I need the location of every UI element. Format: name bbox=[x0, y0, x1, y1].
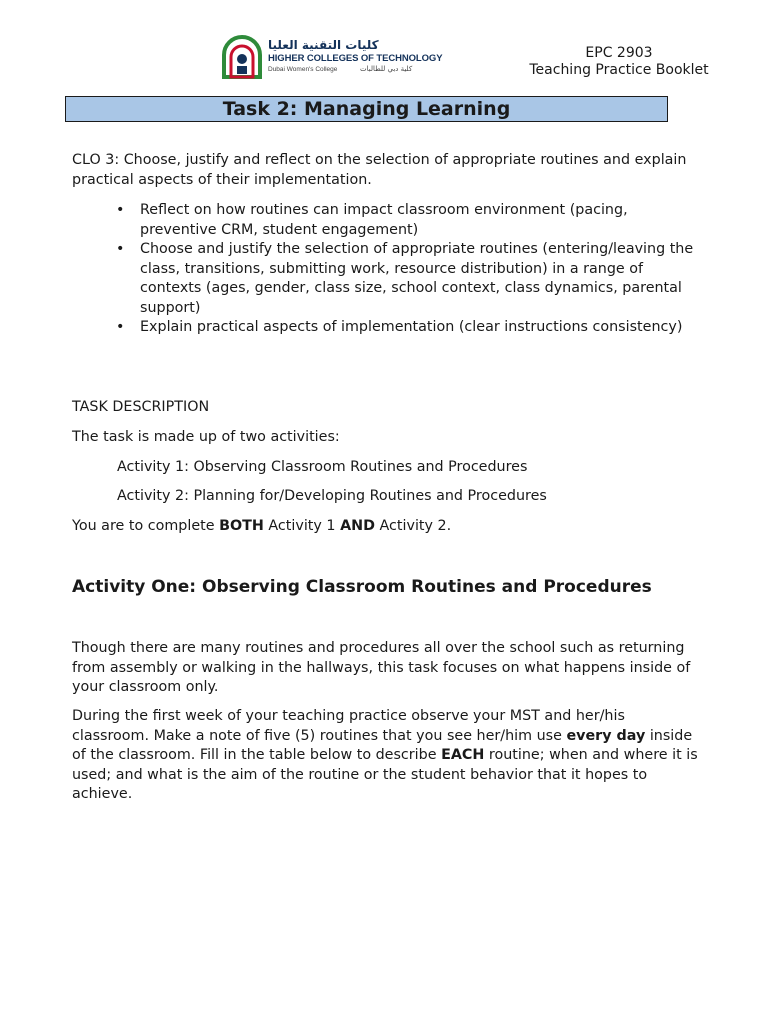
clo-statement: CLO 3: Choose, justify and reflect on the selection of appropriate routines and explain practical aspects of their implementation. bbox=[72, 152, 687, 188]
course-title: Teaching Practice Booklet bbox=[529, 62, 709, 78]
emphasis-every-day: every day bbox=[566, 727, 646, 744]
course-code: EPC 2903 bbox=[585, 45, 653, 61]
completion-instruction bbox=[72, 517, 451, 537]
task-intro: The task is made up of two activities: bbox=[72, 429, 340, 445]
logo-arabic-text: كليات التقنية العليا bbox=[268, 38, 379, 52]
course-info bbox=[520, 45, 718, 79]
list-item: • Choose and justify the selection of appropriate routines (entering/leaving the class, transitions, submitting work, resource distribution) in a range of contexts (ages, gender, class size, school context, class dynamics, parental support) bbox=[72, 240, 702, 318]
emphasis-and: AND bbox=[340, 518, 375, 534]
emphasis-each: EACH bbox=[441, 747, 485, 763]
activity-2-line: Activity 2: Planning for/Developing Routines and Procedures bbox=[117, 488, 547, 504]
activity-1-line: Activity 1: Observing Classroom Routines and Procedures bbox=[117, 459, 528, 475]
list-item: • Reflect on how routines can impact classroom environment (pacing, preventive CRM, student engagement) bbox=[72, 201, 702, 240]
activity-one-heading: Activity One: Observing Classroom Routines and Procedures bbox=[72, 577, 652, 597]
logo-campus-text: Dubai Women's College bbox=[268, 66, 338, 73]
activity-one-paragraph-1: Though there are many routines and procedures all over the school such as returning from assembly or walking in the hallways, this task focuses on what happens inside of your classroom only. bbox=[72, 640, 691, 695]
logo-campus-arabic-text: كلية دبي للطالبات bbox=[360, 65, 413, 73]
list-item: • Explain practical aspects of implementation (clear instructions consistency) bbox=[72, 318, 702, 338]
text-run: Activity 2. bbox=[374, 518, 452, 534]
text-run: routine; when and where it is used; and what is the aim of the routine or the student behavior that it hopes to achieve. bbox=[72, 747, 698, 802]
activity-one-paragraph-2 bbox=[72, 707, 702, 805]
page-title: Task 2: Managing Learning bbox=[65, 96, 668, 122]
text-run: Activity 1 bbox=[263, 518, 341, 534]
text-run: You are to complete bbox=[72, 518, 220, 534]
emphasis-both: BOTH bbox=[219, 518, 264, 534]
text-run: During the first week of your teaching practice observe your MST and her/his classroom. Make a note of five (5) routines that you see her/him use bbox=[72, 708, 625, 744]
task-description-heading: TASK DESCRIPTION bbox=[72, 399, 210, 415]
hct-emblem-icon bbox=[220, 35, 264, 79]
outcome-bullet-list bbox=[72, 201, 702, 338]
text-run: inside of the classroom. Fill in the table below to describe bbox=[72, 727, 693, 763]
hct-logo bbox=[220, 35, 443, 79]
logo-english-text: HIGHER COLLEGES OF TECHNOLOGY bbox=[268, 53, 443, 64]
